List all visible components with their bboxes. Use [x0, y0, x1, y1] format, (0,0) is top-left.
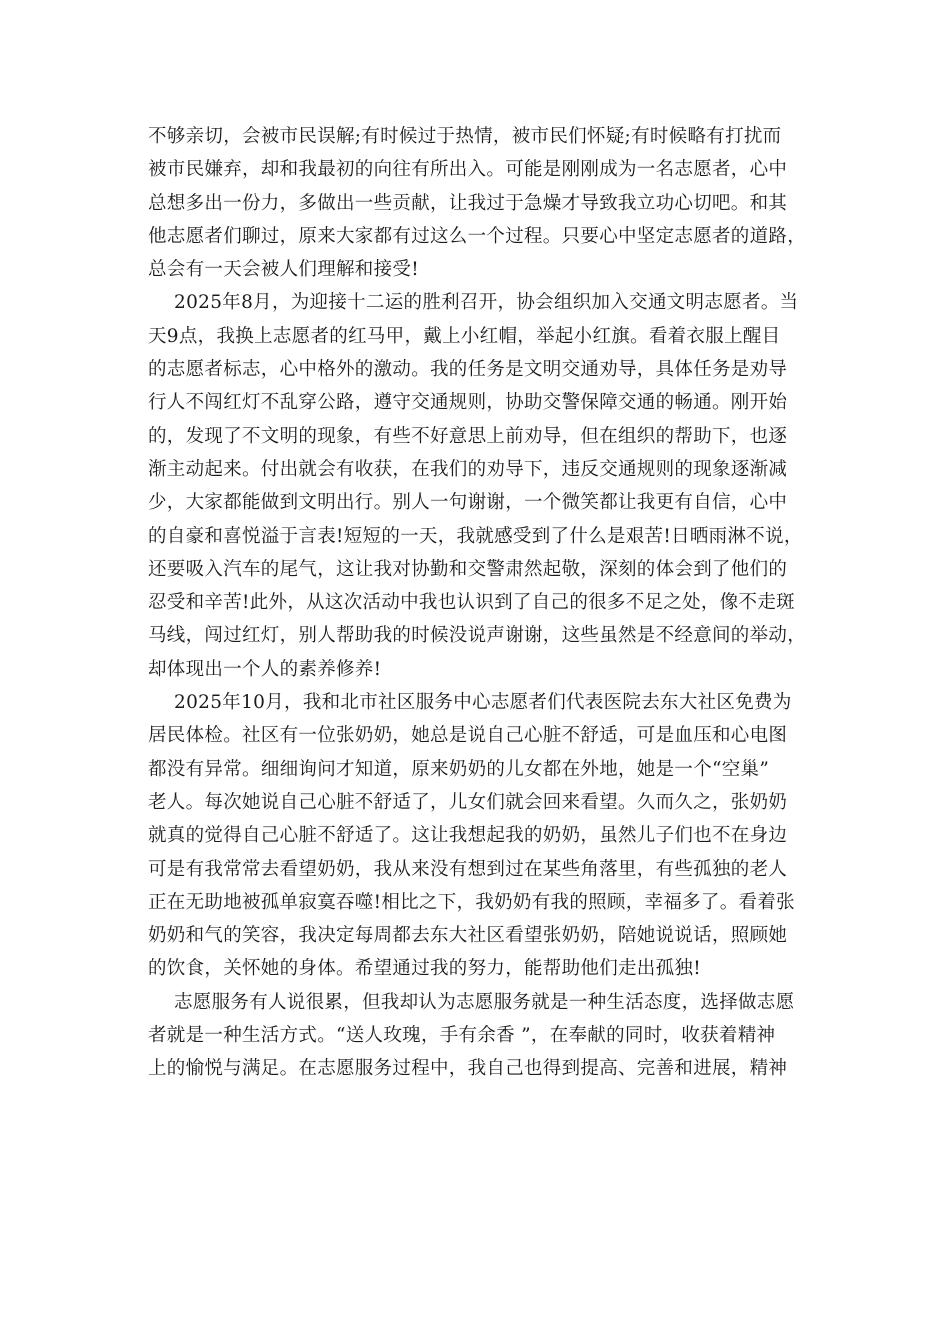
text-line: 可是有我常常去看望奶奶，我从来没有想到过在某些角落里，有些孤独的老人 [148, 858, 788, 880]
text-line: 忍受和辛苦!此外，从这次活动中我也认识到了自己的很多不足之处，像不走斑 [148, 592, 795, 614]
text-line: 少，大家都能做到文明出行。别人一句谢谢，一个微笑都让我更有自信，心中 [148, 492, 788, 514]
text-line: 总会有一天会被人们理解和接受! [148, 259, 419, 281]
text-line: 天9点，我换上志愿者的红马甲，戴上小红帽，举起小红旗。看着衣服上醒目 [148, 325, 781, 347]
text-line: 的志愿者标志，心中格外的激动。我的任务是文明交通劝导，具体任务是劝导 [148, 359, 788, 381]
text-line: 行人不闯红灯不乱穿公路，遵守交通规则，协助交警保障交通的畅通。刚开始 [148, 392, 788, 414]
text-line: 正在无助地被孤单寂寞吞噬!相比之下，我奶奶有我的照顾，幸福多了。看着张 [148, 891, 795, 913]
text-line: 被市民嫌弃，却和我最初的向往有所出入。可能是刚刚成为一名志愿者，心中 [148, 159, 788, 181]
text-line: 渐主动起来。付出就会有收获，在我们的劝导下，违反交通规则的现象逐渐减 [148, 458, 788, 480]
text-line: 还要吸入汽车的尾气，这让我对协勤和交警肃然起敬，深刻的体会到了他们的 [148, 558, 788, 580]
text-line: 马线，闯过红灯，别人帮助我的时候没说声谢谢，这些虽然是不经意间的举动， [148, 625, 807, 647]
text-line: 志愿服务有人说很累，但我却认为志愿服务就是一种生活态度，选择做志愿 [174, 991, 795, 1013]
text-line: 上的愉悦与满足。在志愿服务过程中，我自己也得到提高、完善和进展，精神 [148, 1058, 788, 1080]
text-line: 都没有异常。细细询问才知道，原来奶奶的儿女都在外地，她是一个“空巢” [148, 758, 770, 780]
text-line: 奶奶和气的笑容，我决定每周都去东大社区看望张奶奶，陪她说说话，照顾她 [148, 925, 788, 947]
text-line: 的自豪和喜悦溢于言表!短短的一天，我就感受到了什么是艰苦!日晒雨淋不说， [148, 525, 803, 547]
text-line: 2025年10月，我和北市社区服务中心志愿者们代表医院去东大社区免费为 [174, 692, 792, 714]
text-line: 者就是一种生活方式。“送人玫瑰，手有余香 ”，在奉献的同时，收获着精神 [148, 1025, 776, 1047]
text-line: 他志愿者们聊过，原来大家都有过这么一个过程。只要心中坚定志愿者的道路， [148, 225, 807, 247]
text-line: 的，发现了不文明的现象，有些不好意思上前劝导，但在组织的帮助下，也逐 [148, 425, 788, 447]
text-line: 却体现出一个人的素养修养! [148, 658, 382, 680]
text-line: 老人。每次她说自己心脏不舒适了，儿女们就会回来看望。久而久之，张奶奶 [148, 791, 788, 813]
text-line: 总想多出一份力，多做出一些贡献，让我过于急燥才导致我立功心切吧。和其 [148, 192, 788, 214]
text-line: 2025年8月，为迎接十二运的胜利召开，协会组织加入交通文明志愿者。当 [174, 292, 799, 314]
text-line: 不够亲切，会被市民误解;有时候过于热情，被市民们怀疑;有时候略有打扰而 [148, 126, 782, 147]
text-line: 的饮食，关怀她的身体。希望通过我的努力，能帮助他们走出孤独! [148, 958, 701, 980]
text-line: 就真的觉得自己心脏不舒适了。这让我想起我的奶奶，虽然儿子们也不在身边 [148, 825, 788, 847]
document-body [148, 120, 808, 1086]
text-line: 居民体检。社区有一位张奶奶，她总是说自己心脏不舒适，可是血压和心电图 [148, 725, 788, 747]
